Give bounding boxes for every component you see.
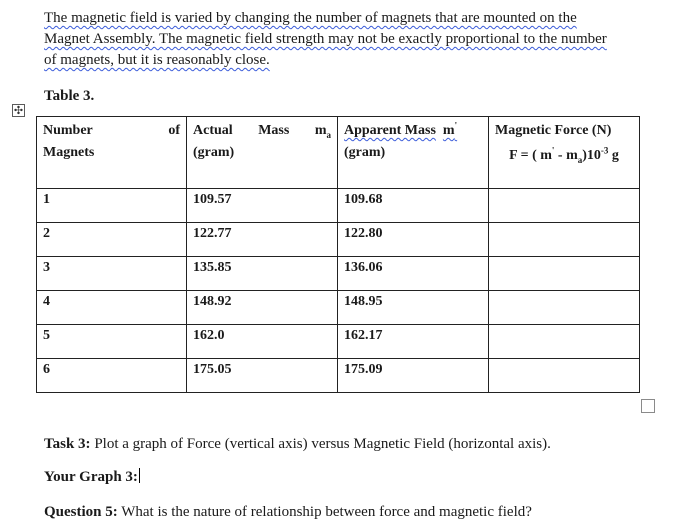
cell-number[interactable]: 6 bbox=[37, 359, 187, 393]
cell-number[interactable]: 1 bbox=[37, 189, 187, 223]
cell-apparent-mass[interactable]: 122.80 bbox=[338, 223, 489, 257]
cell-actual-mass[interactable]: 162.0 bbox=[187, 325, 338, 359]
cell-magnetic-force[interactable] bbox=[489, 359, 640, 393]
task-label: Task 3: bbox=[44, 436, 91, 452]
graph-label: Your Graph 3: bbox=[44, 469, 138, 485]
intro-line-3: of magnets, but it is reasonably close. bbox=[44, 52, 270, 68]
intro-paragraph bbox=[44, 8, 644, 71]
table-header-row bbox=[37, 117, 640, 189]
cell-magnetic-force[interactable] bbox=[489, 223, 640, 257]
cell-apparent-mass[interactable]: 148.95 bbox=[338, 291, 489, 325]
graph-3[interactable] bbox=[44, 467, 644, 488]
question-label: Question 5: bbox=[44, 504, 118, 520]
header-actual-mass[interactable]: Actual Mass $m_a$ (gram) bbox=[187, 117, 338, 189]
header-apparent-mass[interactable]: Apparent Mass m' (gram) bbox=[338, 117, 489, 189]
task-3 bbox=[44, 434, 644, 455]
table-row bbox=[37, 223, 640, 257]
cell-number[interactable]: 4 bbox=[37, 291, 187, 325]
cell-apparent-mass[interactable]: 162.17 bbox=[338, 325, 489, 359]
table-move-handle-icon[interactable]: ✣ bbox=[13, 104, 24, 117]
intro-line-2: Magnet Assembly. The magnetic field strength may not be exactly proportional to the number bbox=[44, 31, 607, 47]
cell-magnetic-force[interactable] bbox=[489, 257, 640, 291]
cell-apparent-mass[interactable]: 175.09 bbox=[338, 359, 489, 393]
cell-number[interactable]: 3 bbox=[37, 257, 187, 291]
cell-magnetic-force[interactable] bbox=[489, 189, 640, 223]
cell-actual-mass[interactable]: 148.92 bbox=[187, 291, 338, 325]
force-formula: F = ( $m' - m_a)10^{-3}$ g bbox=[509, 145, 619, 165]
cell-number[interactable]: 5 bbox=[37, 325, 187, 359]
cell-apparent-mass[interactable]: 109.68 bbox=[338, 189, 489, 223]
table-caption: Table 3. bbox=[44, 88, 95, 104]
cell-apparent-mass[interactable]: 136.06 bbox=[338, 257, 489, 291]
table-row bbox=[37, 257, 640, 291]
cell-magnetic-force[interactable] bbox=[489, 291, 640, 325]
table-row bbox=[37, 291, 640, 325]
text-cursor bbox=[139, 468, 140, 483]
task-text: Plot a graph of Force (vertical axis) versus Magnetic Field (horizontal axis). bbox=[90, 436, 551, 452]
question-text: What is the nature of relationship between force and magnetic field? bbox=[117, 504, 532, 520]
header-magnetic-force[interactable]: Magnetic Force (N) F = ( $m' - m_a)10^{-3}$ g bbox=[489, 117, 640, 189]
magnet-data-table bbox=[36, 116, 640, 393]
cell-actual-mass[interactable]: 122.77 bbox=[187, 223, 338, 257]
table-resize-handle[interactable] bbox=[641, 399, 655, 413]
cell-actual-mass[interactable]: 135.85 bbox=[187, 257, 338, 291]
cell-actual-mass[interactable]: 109.57 bbox=[187, 189, 338, 223]
table-row bbox=[37, 189, 640, 223]
table-row bbox=[37, 359, 640, 393]
header-number-of-magnets[interactable]: Number of Magnets bbox=[37, 117, 187, 189]
cell-magnetic-force[interactable] bbox=[489, 325, 640, 359]
table-row bbox=[37, 325, 640, 359]
intro-line-1: The magnetic field is varied by changing the number of magnets that are mounted on the bbox=[44, 10, 577, 26]
cell-number[interactable]: 2 bbox=[37, 223, 187, 257]
cell-actual-mass[interactable]: 175.05 bbox=[187, 359, 338, 393]
question-5 bbox=[44, 502, 644, 523]
